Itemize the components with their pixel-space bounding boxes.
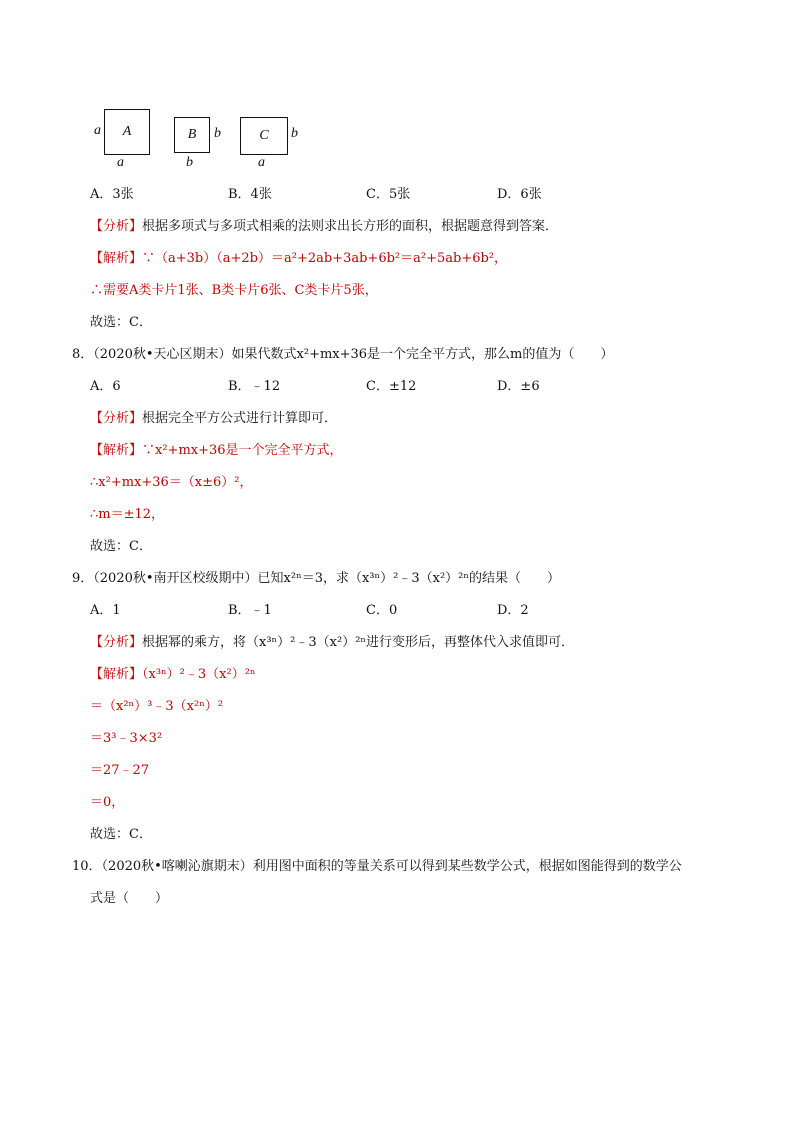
q8-option-d: D．±6 [497,379,540,394]
q8-solution-line-3: ∴m＝±12， [90,507,165,522]
square-c [240,117,288,155]
square-b-side-label: b [214,126,221,141]
q9-option-c: C．0 [366,603,398,618]
square-b-name: B [187,127,197,142]
square-c-bottom-label: a [258,155,265,170]
q9-option-b: B．﹣1 [228,603,272,618]
q9-solution-line-2: ＝（x²ⁿ）³﹣3（x²ⁿ）² [90,699,224,714]
q7-answer: 故选：C． [90,315,152,330]
square-b [174,117,210,153]
q7-analysis: 【分析】根据多项式与多项式相乘的法则求出长方形的面积，根据题意得到答案． [90,219,559,234]
q8-analysis: 【分析】根据完全平方公式进行计算即可． [90,411,338,426]
square-a-side-label: a [94,123,101,138]
q8-option-b: B．﹣12 [228,379,281,394]
q7-option-d: D．6张 [497,187,542,202]
q7-solution-line-2: ∴需要A类卡片1张、B类卡片6张、C类卡片5张， [90,283,378,298]
q9-option-a: A．1 [90,603,121,618]
square-c-name: C [259,128,269,143]
square-a-bottom-label: a [117,155,124,170]
q8-stem: 8．（2020秋•天心区期末）如果代数式x²+mx+36是一个完全平方式，那么m的值为（ ） [72,347,614,362]
square-a [104,109,150,155]
q10-stem-line-1: 10．（2020秋•喀喇沁旗期末）利用图中面积的等量关系可以得到某些数学公式，根据如图能得到的数学公 [72,859,682,874]
q8-option-c: C．±12 [366,379,417,394]
q10-stem-line-2: 式是（ ） [90,891,169,906]
q7-option-c: C．5张 [366,187,411,202]
q9-answer: 故选：C． [90,827,152,842]
q7-option-a: A．3张 [90,187,134,202]
q9-analysis: 【分析】根据幂的乘方，将（x³ⁿ）²﹣3（x²）²ⁿ进行变形后，再整体代入求值即可． [90,635,575,650]
q9-solution-line-4: ＝27﹣27 [90,763,150,778]
q8-solution-line-1: 【解析】∵x²+mx+36是一个完全平方式， [90,443,343,458]
q9-option-d: D．2 [497,603,529,618]
q9-stem: 9．（2020秋•南开区校级期中）已知x²ⁿ＝3，求（x³ⁿ）²﹣3（x²）²ⁿ的结果（ ） [72,571,560,586]
q8-answer: 故选：C． [90,539,152,554]
q9-solution-line-5: ＝0， [90,795,125,810]
q8-solution-line-2: ∴x²+mx+36＝（x±6）²， [90,475,253,490]
q7-solution-line-1: 【解析】∵（a+3b）（a+2b）＝a²+2ab+3ab+6b²＝a²+5ab+6b²， [90,251,508,266]
square-a-name: A [122,124,132,139]
q9-solution-line-1: 【解析】（x³ⁿ）²﹣3（x²）²ⁿ [90,667,256,682]
square-c-side-label: b [291,126,298,141]
square-b-bottom-label: b [186,155,193,170]
q7-option-b: B．4张 [228,187,272,202]
q8-option-a: A．6 [90,379,121,394]
q9-solution-line-3: ＝3³﹣3×3² [90,731,163,746]
